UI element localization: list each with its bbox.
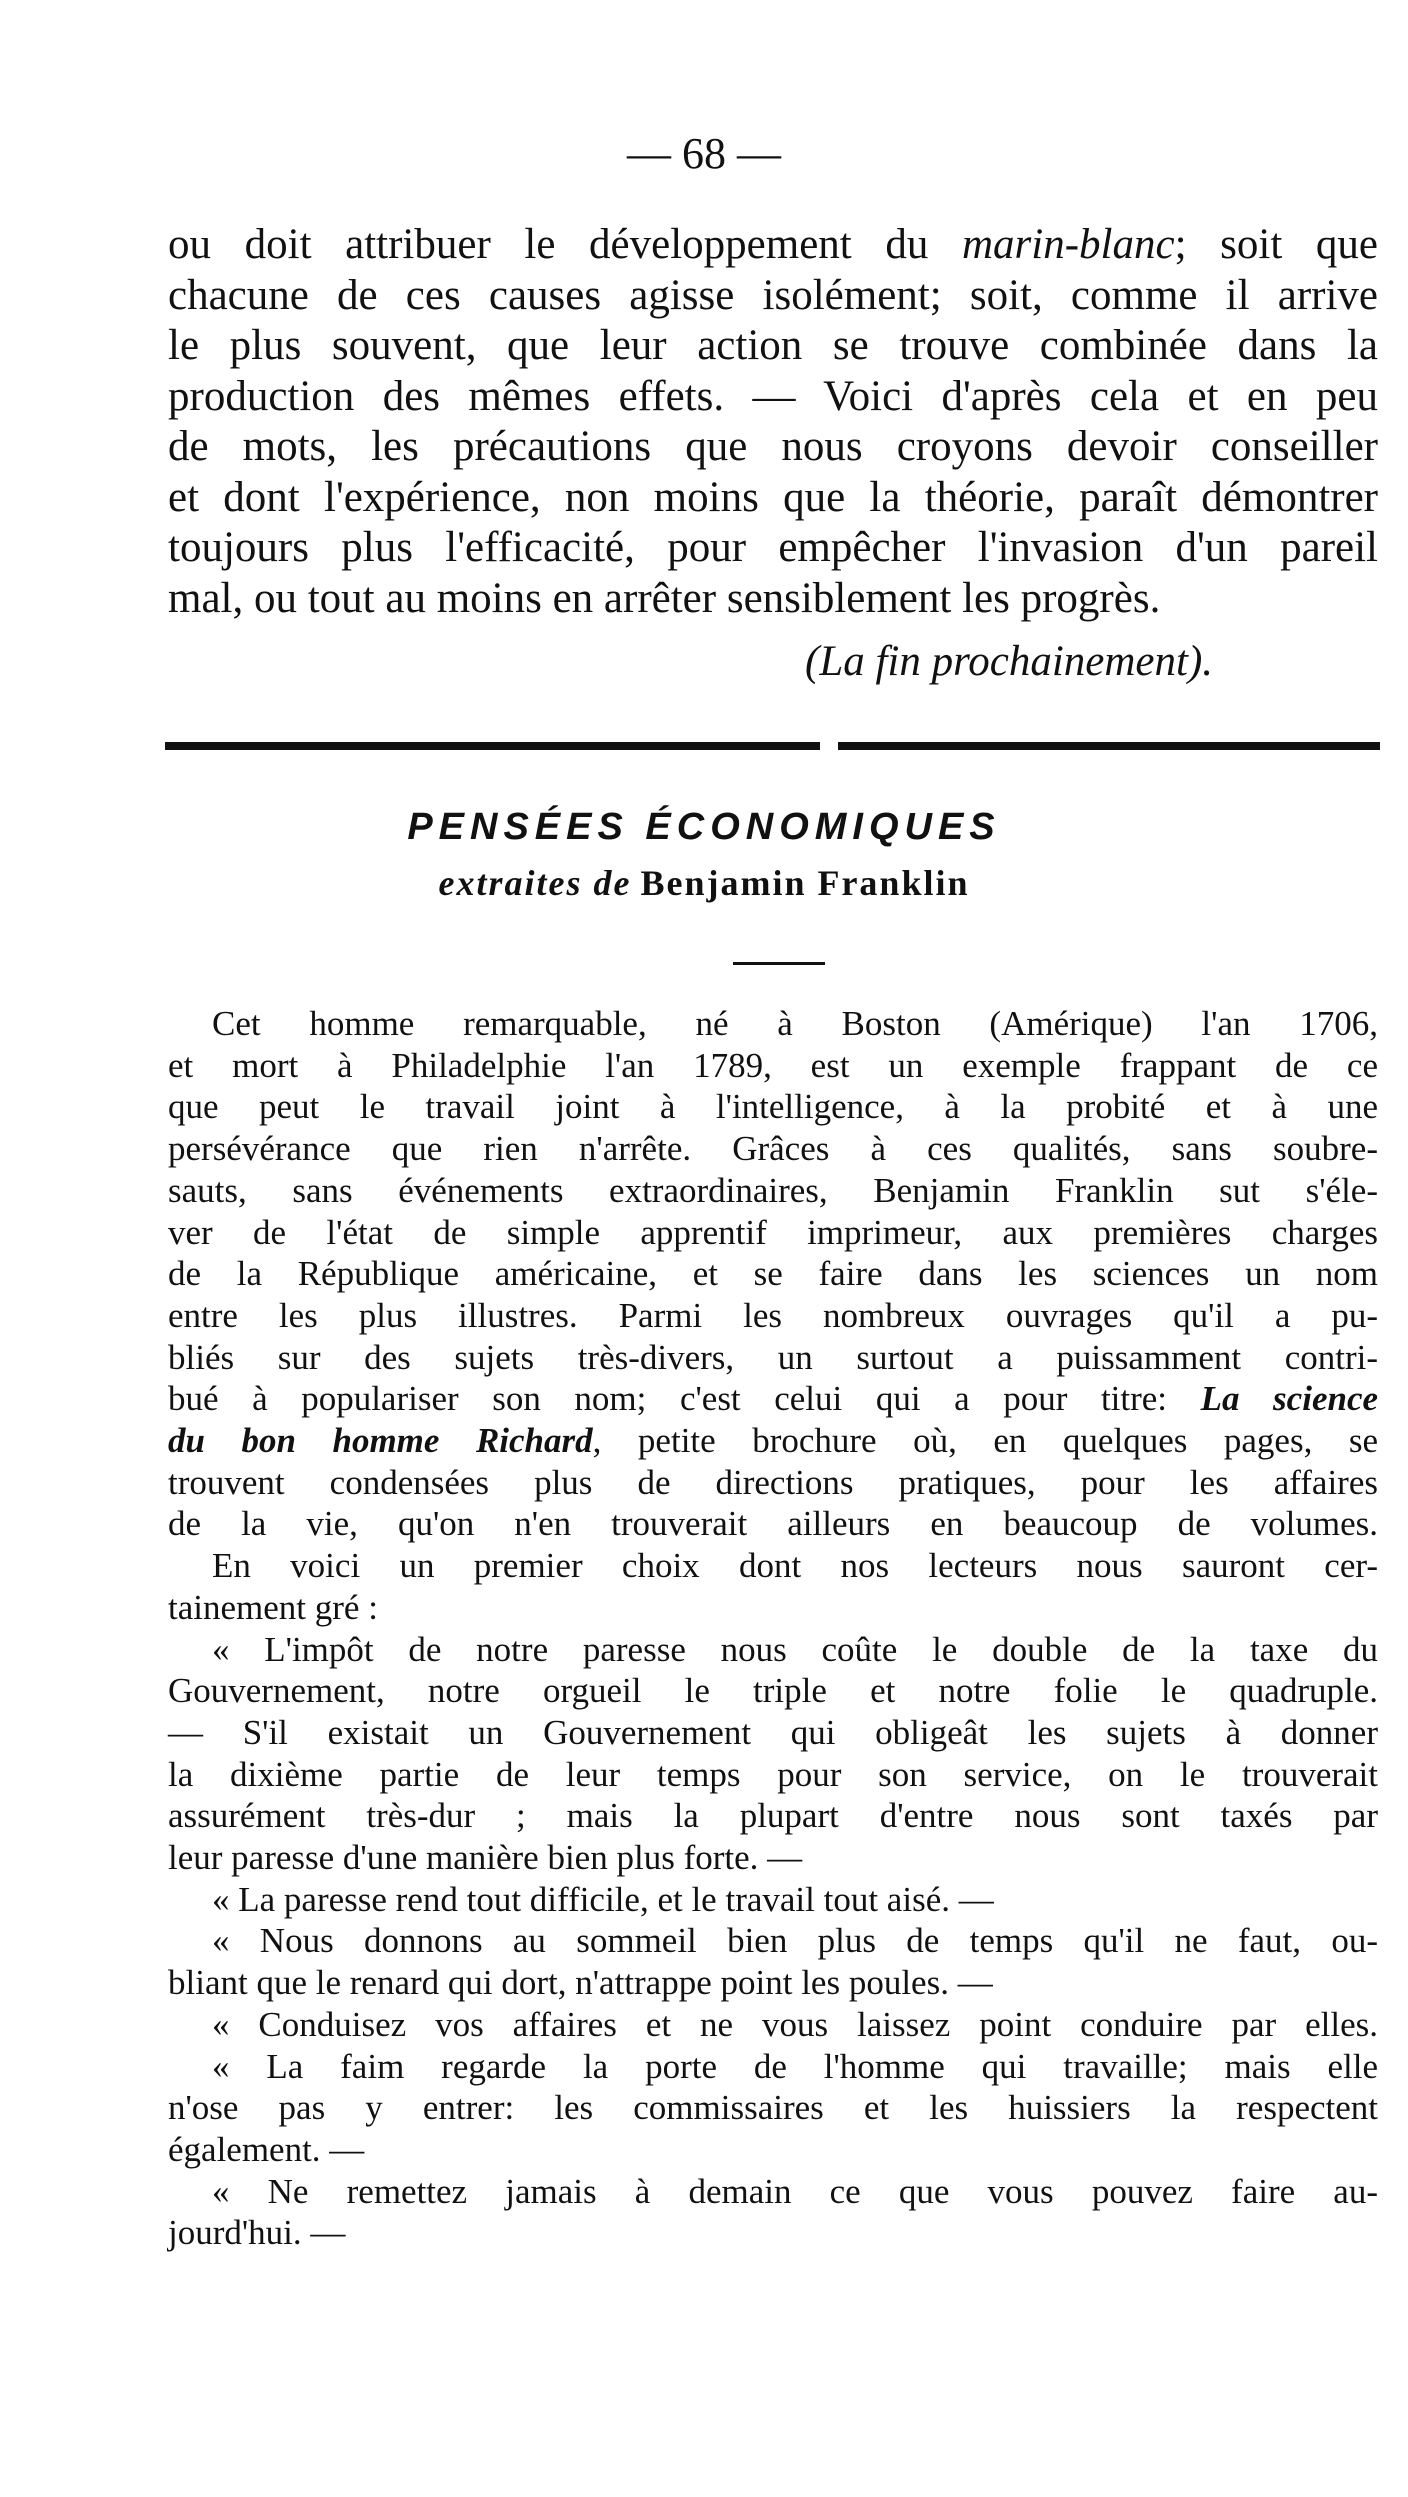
text-line: de la République américaine, et se faire dans les sciences un nom	[168, 1254, 1378, 1294]
quote-line: « L'impôt de notre paresse nous coûte le double de la taxe du	[212, 1629, 1378, 1669]
text-line: de la vie, qu'on n'en trouverait ailleurs en beaucoup de volumes.	[168, 1504, 1378, 1544]
quote-line: jourd'hui. —	[168, 2213, 346, 2253]
emphasis-term: marin-blanc	[962, 221, 1175, 268]
page-number: — 68 —	[627, 129, 781, 178]
text-line: persévérance que rien n'arrête. Grâces à ces qualités, sans soubre-	[168, 1129, 1378, 1169]
quote-line: Gouvernement, notre orgueil le triple et notre folie le quadruple.	[168, 1671, 1378, 1711]
subtitle-author: Benjamin Franklin	[640, 863, 970, 903]
text-line: que peut le travail joint à l'intelligence, à la probité et à une	[168, 1087, 1378, 1127]
text-line: et mort à Philadelphie l'an 1789, est un exemple frappant de ce	[168, 1045, 1378, 1085]
quote-line: la dixième partie de leur temps pour son service, on le trouverait	[168, 1754, 1378, 1794]
quote-line: — S'il existait un Gouvernement qui obligeât les sujets à donner	[168, 1712, 1378, 1752]
quote-line: « Nous donnons au sommeil bien plus de temps qu'il ne faut, ou-	[212, 1921, 1378, 1961]
text-line: mal, ou tout au moins en arrêter sensiblement les progrès.	[168, 574, 1161, 622]
book-title: du bon homme Richard	[168, 1421, 593, 1461]
continuation-paragraph	[168, 220, 1378, 624]
quote-line: « Ne remettez jamais à demain ce que vous pouvez faire au-	[212, 2171, 1378, 2211]
title-underline	[733, 962, 825, 965]
text-line: production des mêmes effets. — Voici d'après cela et en peu	[168, 372, 1378, 420]
text-line: de mots, les précautions que nous croyons devoir conseiller	[168, 423, 1378, 470]
article-body	[168, 1003, 1378, 2254]
text-line: entre les plus illustres. Parmi les nombreux ouvrages qu'il a pu-	[168, 1295, 1378, 1335]
article-subtitle	[0, 862, 1408, 904]
text-line: ver de l'état de simple apprentif imprimeur, aux premières charges	[168, 1212, 1378, 1252]
text-line: bué à populariser son nom; c'est celui qui a pour titre: La science	[168, 1379, 1379, 1419]
text-line: du bon homme Richard, petite brochure où, en quelques pages, se	[168, 1421, 1378, 1461]
article-title: PENSÉES ÉCONOMIQUES	[407, 806, 1001, 848]
quote-line: bliant que le renard qui dort, n'attrappe point les poules. —	[168, 1963, 993, 2003]
text-line: En voici un premier choix dont nos lecteurs nous sauront cer-	[212, 1546, 1378, 1586]
continuation-note: (La fin prochainement).	[805, 638, 1214, 685]
text-line: sauts, sans événements extraordinaires, Benjamin Franklin sut s'éle-	[168, 1170, 1378, 1210]
subtitle-prefix: extraites de	[438, 863, 632, 903]
book-title: La science	[1200, 1379, 1379, 1419]
quote-line: leur paresse d'une manière bien plus forte. —	[168, 1838, 803, 1878]
text-line: trouvent condensées plus de directions pratiques, pour les affaires	[168, 1462, 1378, 1502]
quote-line: « La faim regarde la porte de l'homme qui travaille; mais elle	[212, 2046, 1378, 2086]
section-divider-right	[838, 742, 1380, 750]
text-line: bliés sur des sujets très-divers, un surtout a puissamment contri-	[168, 1337, 1378, 1377]
text-line: ou doit attribuer le développement du marin-blanc; soit que	[168, 221, 1378, 268]
text-line: et dont l'expérience, non moins que la théorie, paraît démontrer	[168, 473, 1378, 521]
section-divider-left	[165, 742, 820, 750]
text-line: Cet homme remarquable, né à Boston (Amérique) l'an 1706,	[212, 1004, 1378, 1043]
quote-line: également. —	[168, 2129, 365, 2169]
quote-line: « Conduisez vos affaires et ne vous laissez point conduire par elles.	[212, 2004, 1378, 2044]
quote-line: « La paresse rend tout difficile, et le travail tout aisé. —	[212, 1879, 994, 1919]
text-line: tainement gré :	[168, 1587, 378, 1627]
quote-line: n'ose pas y entrer: les commissaires et les huissiers la respectent	[168, 2088, 1378, 2128]
quote-line: assurément très-dur ; mais la plupart d'entre nous sont taxés par	[168, 1796, 1378, 1836]
text-line: chacune de ces causes agisse isolément; soit, comme il arrive	[168, 271, 1378, 319]
text-line: toujours plus l'efficacité, pour empêcher l'invasion d'un pareil	[168, 524, 1378, 571]
text-line: le plus souvent, que leur action se trouve combinée dans la	[168, 322, 1378, 369]
